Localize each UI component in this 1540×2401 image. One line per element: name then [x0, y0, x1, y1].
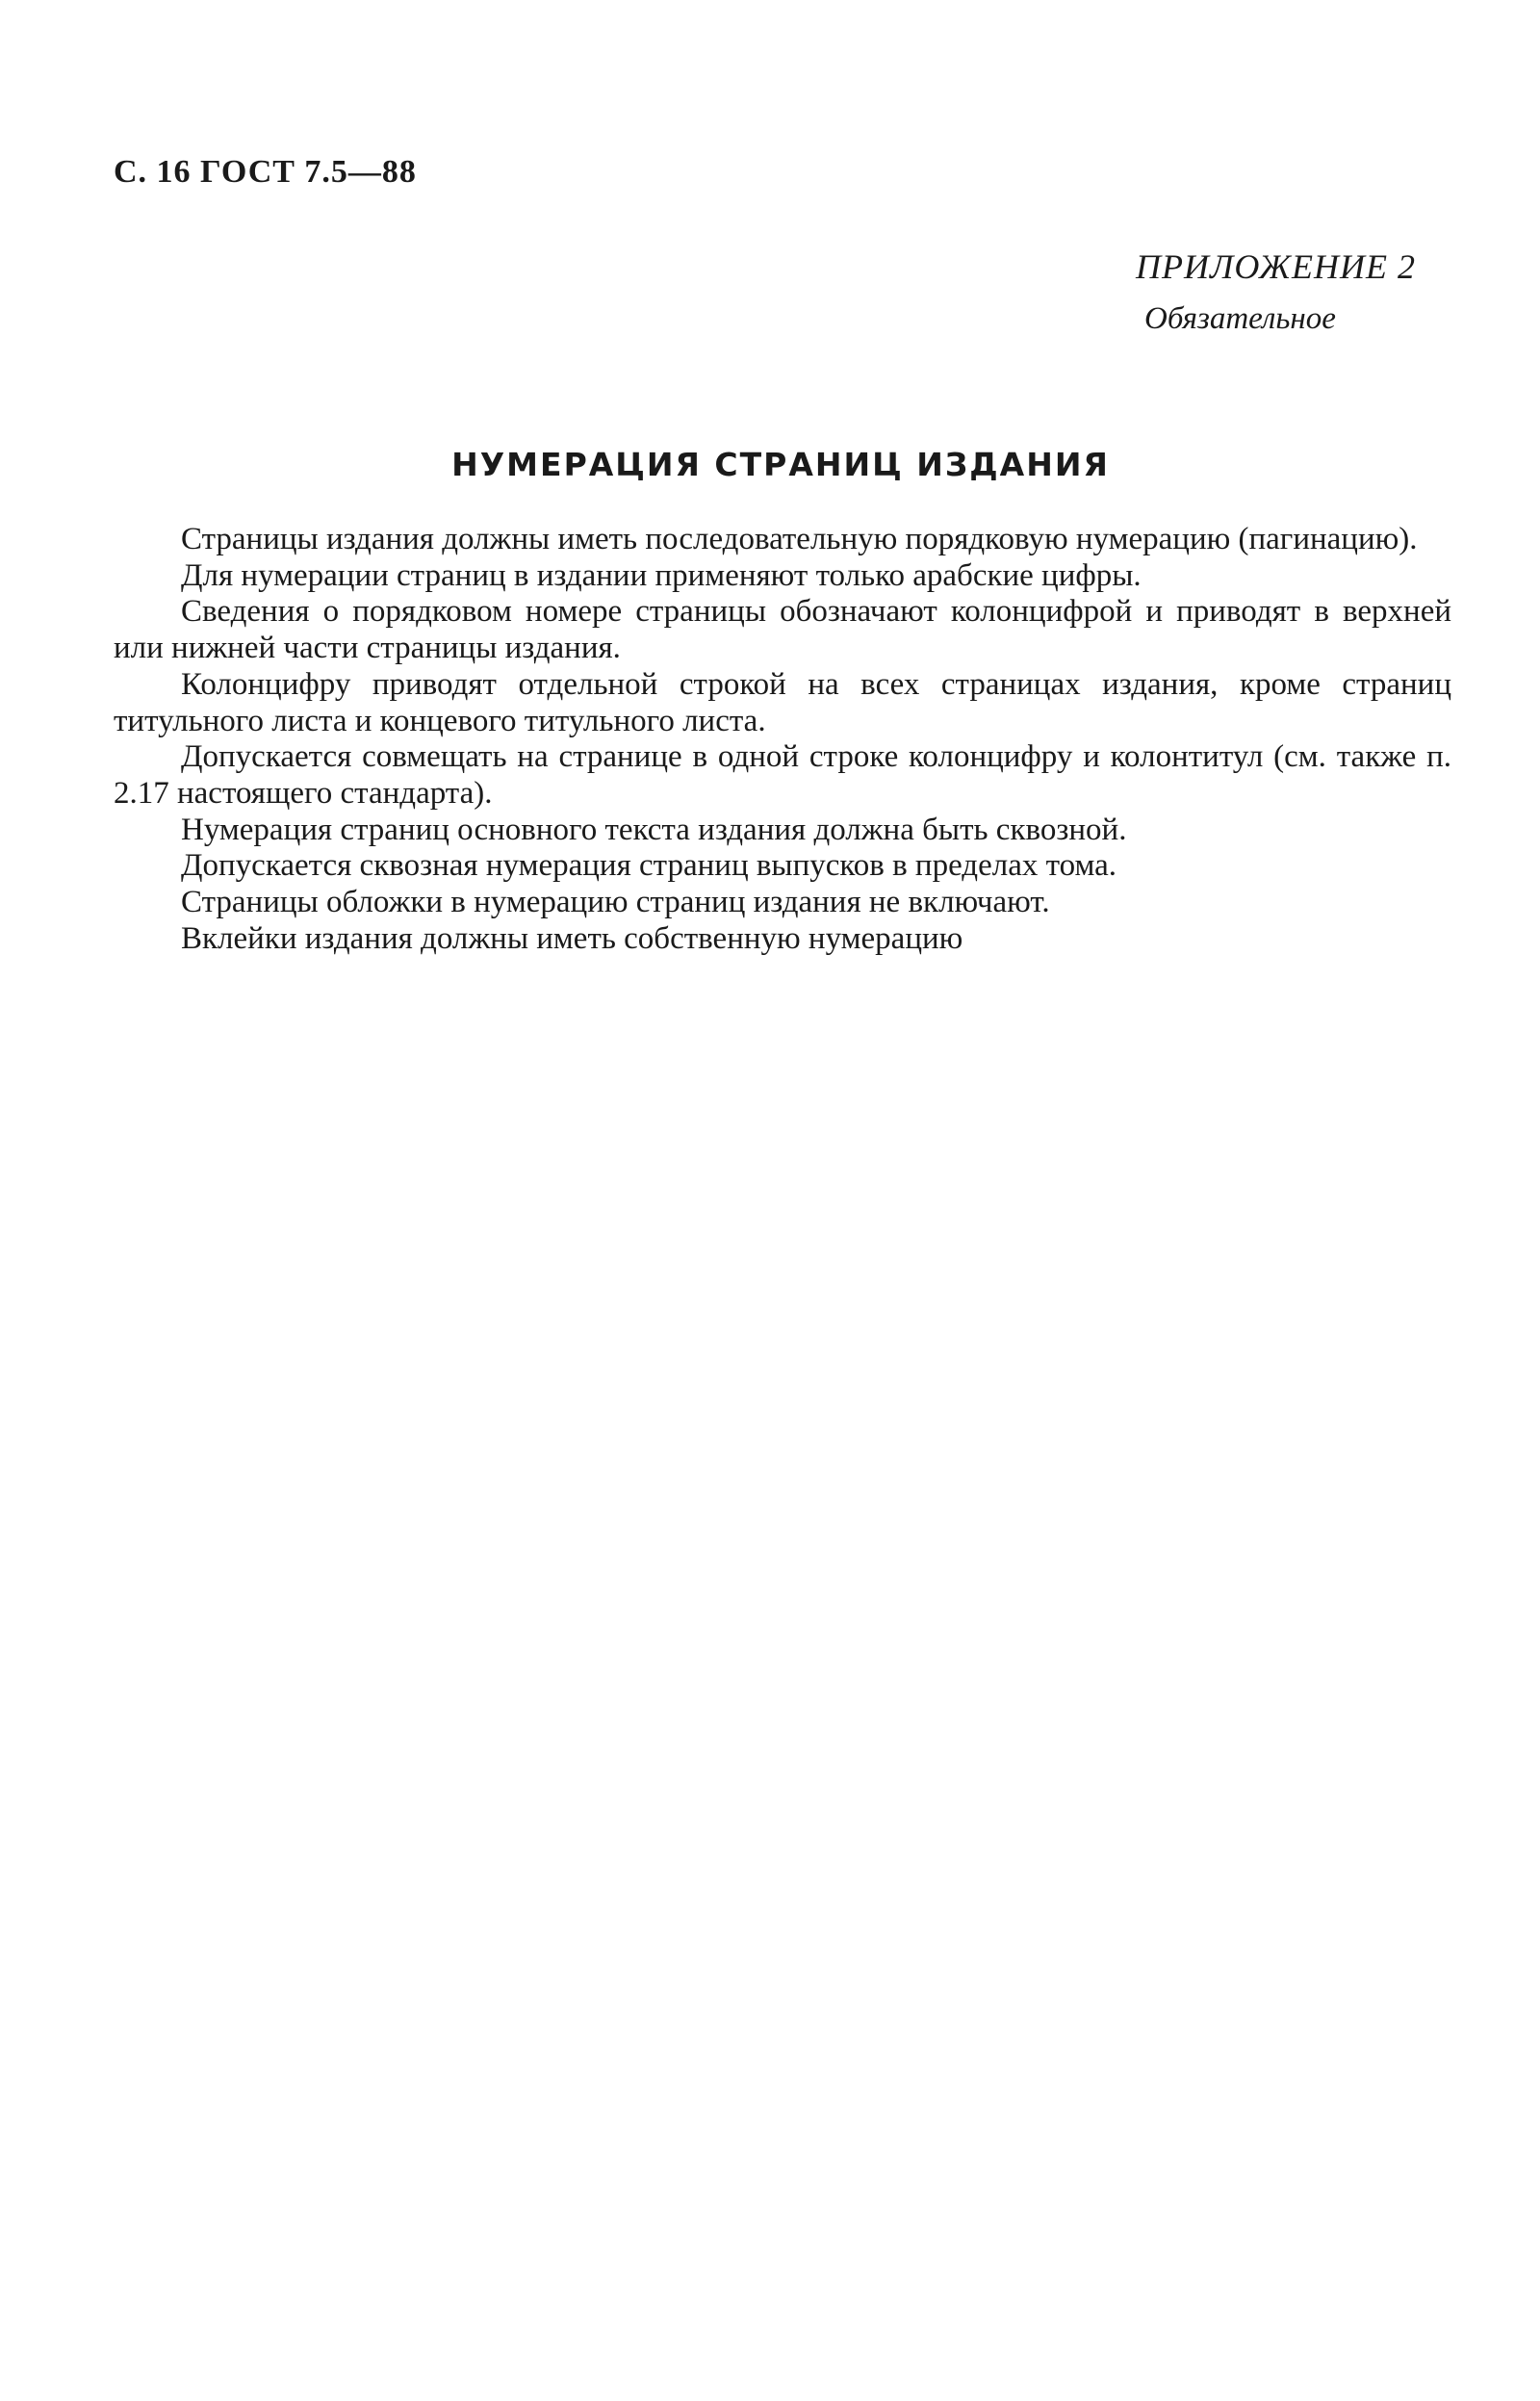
paragraph-combined-line: Допускается совмещать на странице в одной строке колонцифру и колонтитул (см. также п. 2.17 настоящего стандарта). — [114, 739, 1451, 811]
paragraph-separate-line: Колонцифру приводят отдельной строкой на всех страницах издания, кроме страниц титульного листа и концевого титульного листа. — [114, 666, 1451, 738]
paragraph-page-number-placement: Сведения о порядковом номере страницы обозначают колонцифрой и приводят в верхней или нижней части страницы издания. — [114, 594, 1451, 666]
body-text — [114, 522, 1451, 957]
paragraph-arabic-digits: Для нумерации страниц в издании применяют только арабские цифры. — [181, 557, 1142, 593]
appendix-label — [1136, 246, 1463, 337]
running-head: С. 16 ГОСТ 7.5—88 — [114, 154, 417, 190]
paragraph-inserts: Вклейки издания должны иметь собственную нумерацию — [181, 920, 963, 956]
paragraph-continuous-numbering: Нумерация страниц основного текста издания должна быть сквозной. — [181, 812, 1127, 847]
paragraph-cover-pages: Страницы обложки в нумерацию страниц издания не включают. — [181, 885, 1050, 920]
section-title: НУМЕРАЦИЯ СТРАНИЦ ИЗДАНИЯ — [451, 446, 1110, 483]
paragraph-pagination-sequence: Страницы издания должны иметь последовательную порядковую нумерацию (пагинацию). — [181, 522, 1418, 556]
appendix-title: ПРИЛОЖЕНИЕ 2 — [1136, 247, 1416, 286]
appendix-status: Обязательное — [1144, 301, 1336, 337]
paragraph-volume-numbering: Допускается сквозная нумерация страниц выпусков в пределах тома. — [181, 848, 1117, 884]
